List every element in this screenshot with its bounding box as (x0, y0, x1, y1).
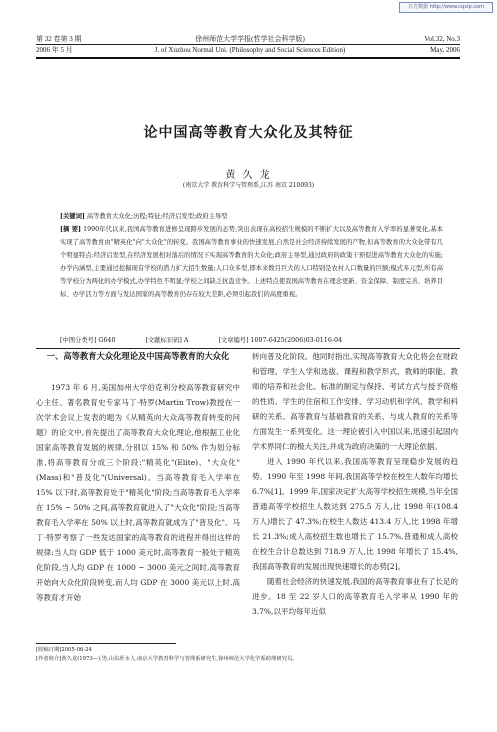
clc-number: [中图分类号] G640 (60, 337, 116, 344)
document-code: [文献标识码] A (145, 337, 189, 344)
author-bio: [作者简介]黄久龙(1973—),男,山东肝水人,南京大学教育科学与管理系研究生,徐州师范大学化学系助理研究员。 (36, 656, 298, 662)
volume-issue-en: Vol.32, No.3 (424, 35, 460, 43)
watermark-stamp: 万方数据 http://www.cqvip.com (399, 2, 493, 13)
author-affiliation: (南京大学 教育科学与管理系,江苏 南京 210093) (182, 182, 315, 189)
article-number: [文章编号] 1007-6425(2006)03-0116-04 (218, 337, 342, 344)
volume-issue: 第 32 卷第 3 期 (36, 35, 82, 43)
keywords-label: [关键词] (60, 213, 85, 220)
keywords-text: 高等教育大众化;历程;特征;经济启发型;政府主导型 (86, 213, 228, 220)
right-column (252, 349, 458, 619)
abstract-text-block (60, 223, 443, 301)
left-paragraph: 1973 年 6 月,美国加州大学伯克利分校高等教育研究中心主任、著名教育史专家马丁·特罗(Martin Trow)教授在一次学术会议上发表的题为《从精英向大众高等教育转变的问题》的论文中,首先提出了高等教育大众化理论,他根据工业化国家高等教育发展的规律,分别以 15% 和 50% 作为划分标准,将高等教育分成三个阶段:"精英化"(Elite)、"大众化"(Mass)和"普及化"(Universal)。当高等教育毛入学率在 15% 以下时,高等教育处于"精英化"阶段;当高等教育毛入学率在 15% ~ 50% 之间,高等教育就进入了"大众化"阶段;当高等教育毛入学率在 50% 以上时,高等教育就成为了"普及化"。马丁·特罗考察了一些发达国家的高等教育的进程并得出这样的规律:当人均 GDP 低于 1000 美元时,高等教育一般处于精英化阶段,当人均 GDP 在 1000 ~ 3000 美元之间时,高等教育开始向大众化阶段转变,而人均 GDP 在 3000 美元以上时,高等教育才开始 (36, 383, 240, 602)
right-paragraph: 转向普及化阶段。他同时指出,实现高等教育大众化将会在财政和管理、学生入学和选拔、课程和教学形式、教师的职能、教师的培养和社会化、标准的制定与保持、考试方式与授予资格的性质、学生的住宿和工作安排、学习动机和学风、教学和科研的关系、高等教育与基础教育的关系、与成人教育的关系等方面发生一系列变化。这一理论被引入中国以来,迅速引起国内学术界同仁的极大关注,并成为政府决策的一大理论依据。 (252, 352, 458, 451)
paper-title: 论中国高等教育大众化及其特征 (143, 125, 354, 141)
right-paragraph: 进入 1990 年代以来,我国高等教育呈现稳步发展的趋势。1990 年至 1998 年间,我国高等学校在校生人数年均增长 6.7%[1]。1999 年,国家决定扩大高等学校招生规模,当年全国普通高等学校招生人数达到 275.5 万人,比 1998 年(108.4 万人)增长了 47.3%;在校生人数达 413.4 万人,比 1998 年增长 21.3%;成人高校招生数也增长了 15.7%,普通和成人高校在校生合计总数达到 718.9 万人,比 1998 年增长了 15.4%,我国高等教育的发展出现快速增长的态势[2]。 (252, 457, 458, 571)
publication-date-en: May, 2006 (430, 46, 460, 54)
keywords-line (60, 210, 443, 223)
abstract-text: 1990年代以来,我国高等教育进修呈现跨步发展的态势,突出表现在高校招生规模的不断扩大以及高等教育入学率的显著变化,基本实现了高等教育由"精英化"向"大众化"的转变。我国高等教育事业的快速发展,自然是社会经济持续发展的产物,但高等教育的大众化带有几个明显特点:经济启发型,在经济发展相对落后的情况下实现高等教育的大众化;政府主导型,通过政府的政策干预促进高等教育大众化的实施;办学内涵型,主要通过挖掘现有学校的潜力扩大招生数量;人口众多型,即本来数目巨大的人口特别是农村人口数量的巨额;模式多元型,所有高等学校分为两化的办学模式,办学特色不明显;学校之间缺乏抗蛊竞争。上述特点使我国高等教育在理念更新、资金保障、制度完善、培养目标、办学活力等方面与发达国家的高等教育仍存在较大差距,必须引起我们的高度重视。 (60, 226, 443, 298)
classification-line (60, 336, 443, 346)
author-name: 黄 久 龙 (225, 170, 272, 181)
abstract-label: [摘 要] (60, 226, 82, 233)
right-paragraph: 随着社会经济的快速发展,我国的高等教育事业有了长足的进步。18 至 22 岁人口的高等教育毛入学率从 1990 年的 3.7%,以平均每年近似 (252, 577, 458, 616)
left-column (36, 380, 240, 605)
section-heading: 一、高等教育大众化理论及中国高等教育的大众化 (46, 351, 230, 361)
publication-date: 2006 年 5 月 (36, 46, 73, 54)
journal-name-en: J. of Xuzhou Normal Uni. (Philosophy and Social Sciences Edition) (154, 46, 346, 54)
header-rule-thick (36, 57, 460, 59)
received-date: [收稿日期]2005-06-24 (36, 647, 92, 653)
footnote-rule (36, 643, 176, 644)
footnotes (36, 646, 460, 664)
journal-name-cn: 徐州师范大学学报(哲学社会科学版) (195, 35, 305, 43)
abstract-block (60, 210, 443, 301)
header-rule-thin (36, 44, 460, 45)
